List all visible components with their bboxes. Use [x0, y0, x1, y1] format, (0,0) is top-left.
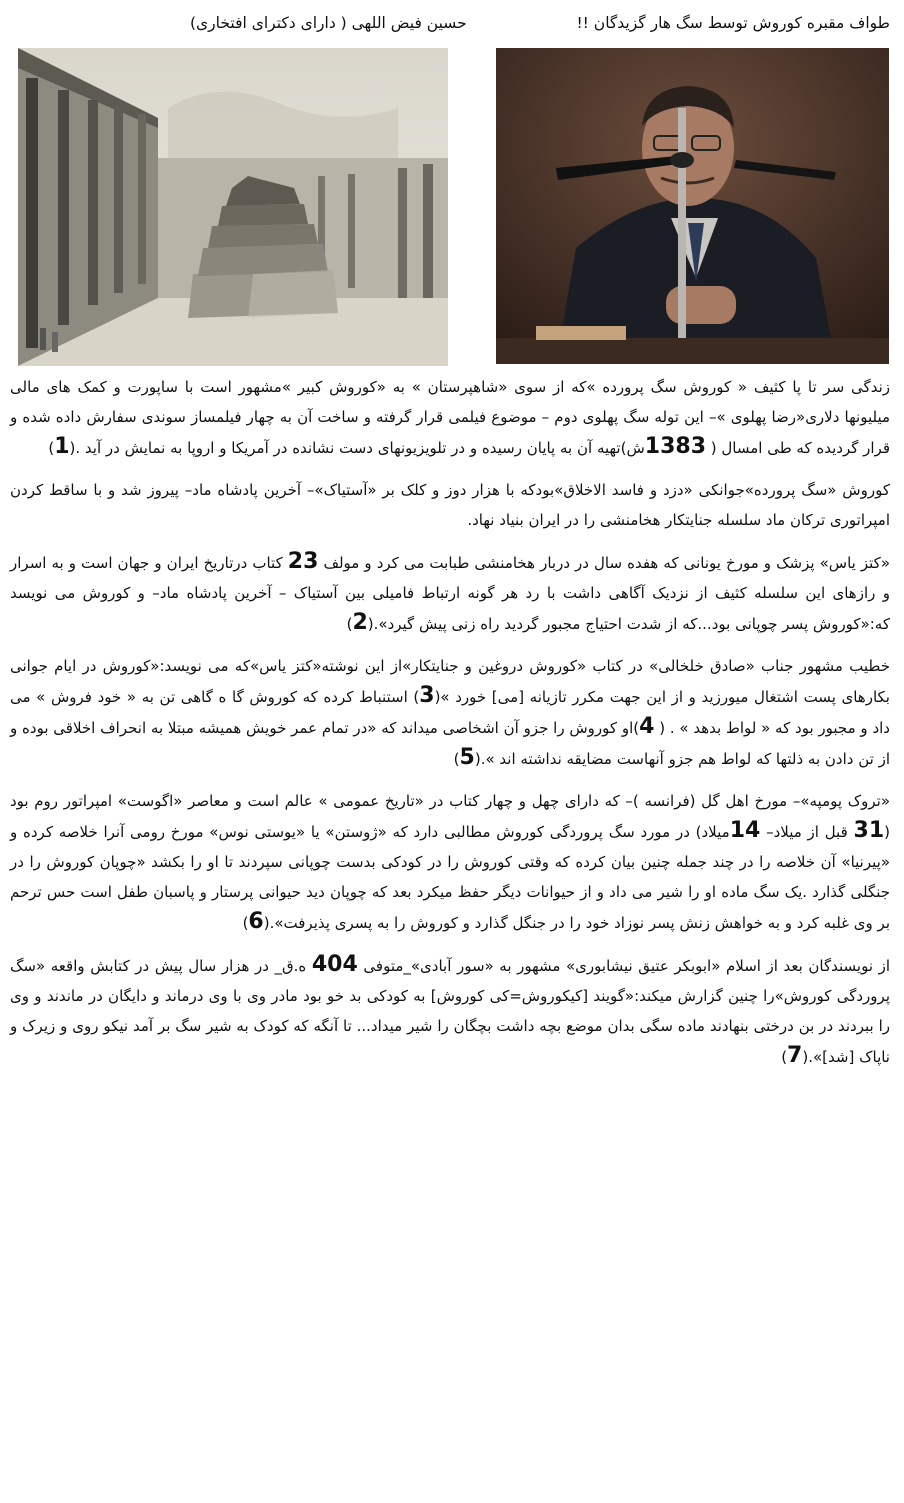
text-run: )	[48, 439, 55, 457]
author-line: حسین فیض اللهی ( دارای دکترای افتخاری)	[190, 14, 467, 32]
emphasized-number: 3	[419, 683, 435, 708]
paragraph	[10, 651, 890, 774]
emphasized-number: 6	[248, 909, 264, 934]
emphasized-number: 14	[729, 818, 761, 843]
emphasized-number: 4	[639, 714, 655, 739]
text-run: قبل از میلاد–	[760, 823, 854, 841]
paragraph	[10, 372, 890, 463]
speaker-at-microphone	[496, 48, 889, 364]
article-body	[10, 372, 890, 1084]
paragraph	[10, 786, 890, 938]
emphasized-number: 5	[459, 745, 475, 770]
tomb-of-cyrus-engraving	[18, 48, 448, 366]
text-run: )	[781, 1048, 788, 1066]
text-run: خطیب مشهور جناب «صادق خلخالی» در کتاب «کوروش دروغین و جنایتکار»از این نوشته«کتز یاس»که می نویسد:«کوروش در ایام جوانی بکارهای پست اشتغال میورزید و از این جهت مکرر تازیانه [می] خورد »(	[10, 657, 890, 706]
text-run: )	[242, 914, 249, 932]
text-run: ه.ق_ در هزار سال پیش در کتابش واقعه «سگ پروردگی کوروش»را چنین گزارش میکند:«گویند [کیکوروش=کی کوروش] به کودکی بد خو بود مادر وی با وی درماند و دایگان در ماندند و وی را ببردند در بن درختی بنهادند ماده سگی بدان موضع بچه داشت بچگان را شیر میداد... تا آنگه که کودک به شیر سگ بر آمد نیکو روی و زیرک و ناپاک [شد]».(	[10, 957, 890, 1066]
article-title: طواف مقبره کوروش توسط سگ هار گزیدگان !!	[576, 14, 890, 32]
text-run: از نویسندگان بعد از اسلام «ابوبکر عتیق نیشابوری» مشهور به «سور آبادی»_متوفی	[357, 957, 890, 975]
text-run: زندگی سر تا پا کثیف « کوروش سگ پرورده »که از سوی «شاهپرستان » به «کوروش کبیر »مشهور است با ساپورت و کمک های مالی میلیونها دلاری«رضا پهلوی »– این توله سگ پهلوی دوم – موضوع فیلمی قرار گرفته و ساخت آن به چهار فیلمساز سوندی سفارش داده شده و قرار گردیده که طی امسال (	[10, 378, 890, 457]
emphasized-number: 404	[311, 952, 358, 977]
emphasized-number: 31	[853, 818, 885, 843]
text-run: )	[453, 750, 460, 768]
text-run: میلاد) در مورد سگ پروردگی کوروش مطالبی دارد که «ژوستن» یا «یوستی نوس» مورخ رومی آنرا خلاصه کرده و «پیرنیا» آن خلاصه را در چند جمله چنین بیان کرده که وقتی کوروش را در کودکی بدست چوپانی سپردند تا او را بکشد «چوپان کوروش را در جنگلی گذارد .یک سگ ماده او را شیر می داد و از حیوانات دیگر حفظ میکرد بعد که چوپان دید حیوانی پرستار و پاسبان طفل است حس ترحم بر وی غلبه کرد و به خواهش زنش پسر نوزاد خود را در جنگل گذارد و کوروش را به پسری پذیرفت».(	[10, 823, 890, 932]
emphasized-number: 1	[54, 434, 70, 459]
text-run: ) استنباط کرده که کوروش گا ه گاهی تن به « خود فروش » می داد و مجبور بود که « لواط بدهد » . (	[10, 688, 890, 737]
paragraph	[10, 950, 890, 1072]
header	[10, 14, 890, 42]
text-run: کوروش «سگ پرورده»جوانکی «دزد و فاسد الاخلاق»بودکه با هزار دوز و کلک بر «آستیاک»– آخرین پادشاه ماد– پیروز شد و با ساقط کردن امپراتوری ترکان ماد سلسله جنایتکار هخامنشی را در ایران بنیاد نهاد.	[10, 481, 890, 529]
paragraph	[10, 547, 890, 639]
text-run: «تروک پومپه»– مورخ اهل گل (فرانسه )– که دارای چهل و چهار کتاب در «تاریخ عمومی » عالم است و معاصر «اگوست» امپراتور روم بود (	[10, 792, 890, 841]
paragraph	[10, 475, 890, 535]
emphasized-number: 7	[787, 1043, 803, 1068]
text-run: «کتز یاس» پزشک و مورخ یونانی که هفده سال در دربار هخامنشی طبابت می کرد و مولف	[318, 554, 890, 572]
text-run: کتاب درتاریخ ایران و جهان است و به اسرار و رازهای این سلسله کثیف از نزدیک آگاهی داشت با رد هر گونه ارتباط فامیلی بین آستیاک – آخرین پادشاه ماد– و کوروش می نویسد که:«کوروش پسر چوپانی بود...که از شدت احتیاج مجبور گردید راه زنی پیش گیرد».(	[10, 554, 890, 633]
text-run: ش)تهیه آن به پایان رسیده و در تلویزیونهای دست نشانده در آمریکا و اروپا به نمایش در آید .(	[69, 439, 645, 457]
emphasized-number: 2	[352, 610, 368, 635]
emphasized-number: 1383	[644, 434, 706, 459]
text-run: )	[346, 615, 353, 633]
text-run: )او کوروش را جزو آن اشخاصی میداند که «در تمام عمر خویش همیشه مبتلا به انحراف اخلاقی بوده و از تن دادن به ذلتها که لواط هم جزو آنهاست مضایقه نداشته اند ».(	[10, 719, 890, 768]
emphasized-number: 23	[287, 549, 319, 574]
